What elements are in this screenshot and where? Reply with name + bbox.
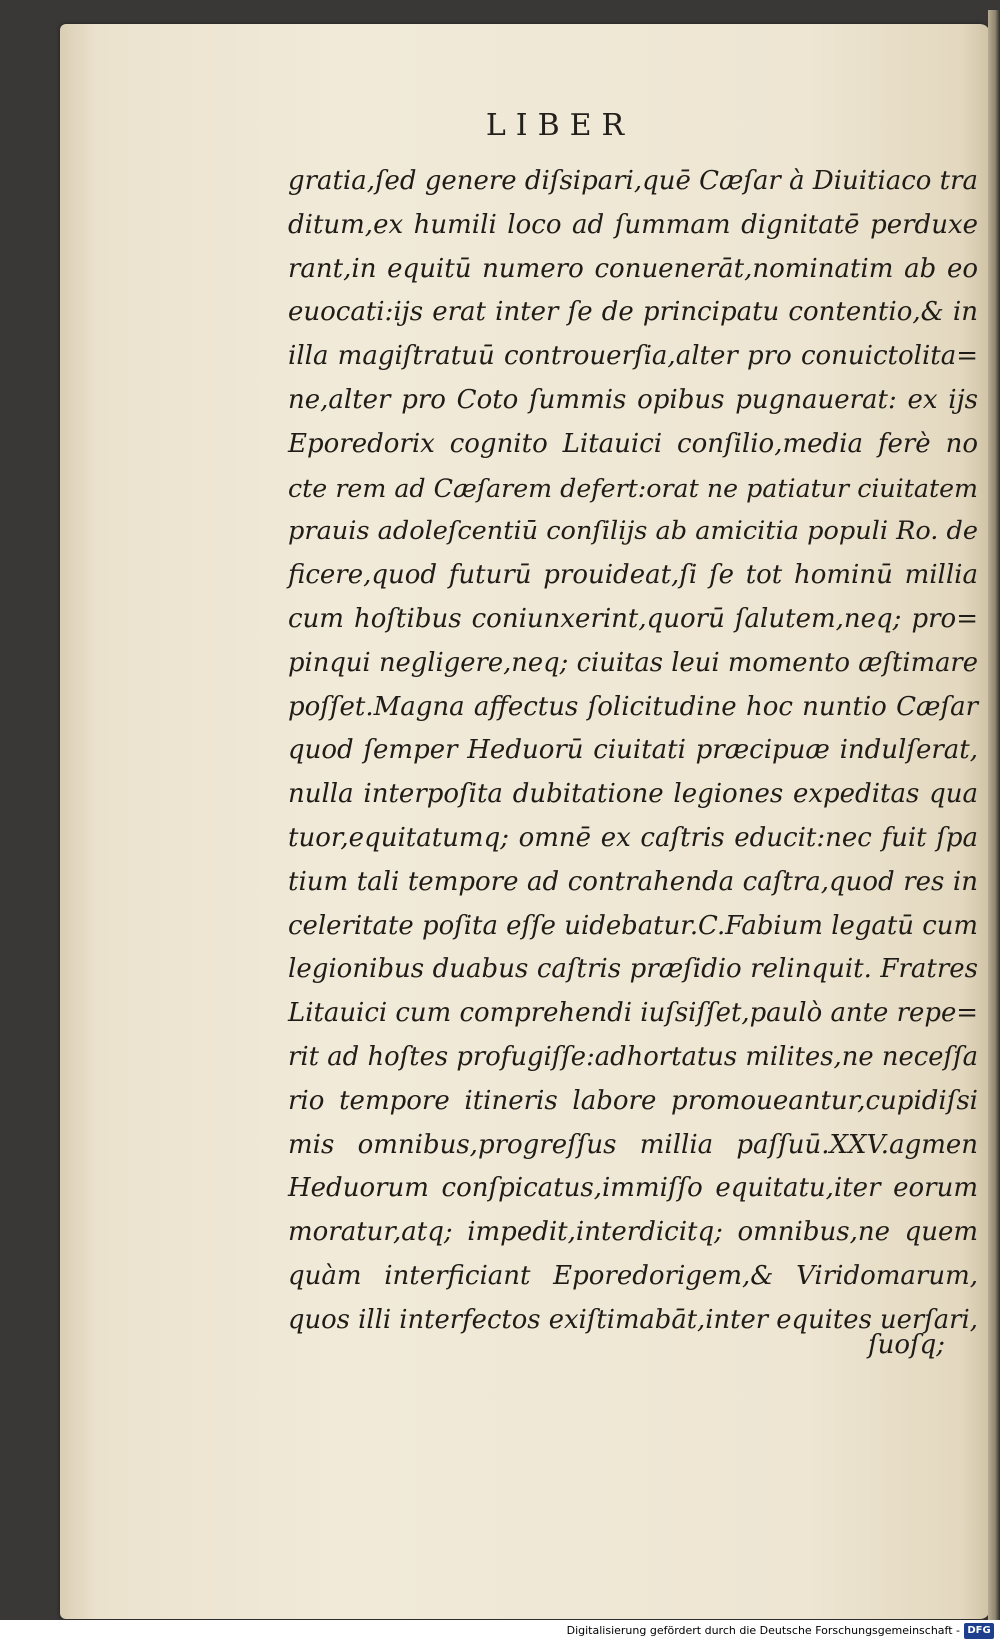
catchword: ſuoſq;	[868, 1330, 946, 1360]
text-line: prauis adoleſcentiū conſilijs ab amicitia populi Ro. de	[288, 516, 978, 547]
text-line: rant,in equitū numero conuenerāt,nominatim ab eo	[288, 253, 978, 284]
text-line: Litauici cum comprehendi iuſsiſſet,paulò ante repe=	[288, 998, 978, 1029]
text-line: tuor,equitatumq; omnē ex caſtris educit:nec fuit ſpa	[288, 822, 978, 853]
text-line: quos illi interfectos exiſtimabāt,inter equites uerſari,	[288, 1304, 978, 1335]
text-line: ficere,quod futurū prouideat,ſi ſe tot hominū millia	[288, 560, 978, 591]
text-line: tium tali tempore ad contrahenda caſtra,quod res in	[288, 866, 978, 897]
text-line: rio tempore itineris labore promoueantur,cupidiſsi	[288, 1085, 978, 1116]
text-line: nulla interpoſita dubitatione legiones expeditas qua	[288, 779, 978, 810]
running-header: LIBER	[485, 108, 635, 143]
text-line: mis omnibus,progreſſus millia paſſuū.XXV.agmen	[288, 1129, 978, 1160]
text-line: gratia,ſed genere diſsipari,quē Cæſar à Diuitiaco tra	[288, 166, 978, 196]
text-line: ditum,ex humili loco ad ſummam dignitatē perduxe	[288, 209, 978, 240]
book-edge	[988, 10, 1000, 1620]
text-line: rit ad hoſtes profugiſſe:adhortatus milites,ne neceſſa	[288, 1041, 978, 1072]
footer-bar	[0, 1620, 1000, 1645]
text-line: illa magiſtratuū controuerſia,alter pro conuictolita=	[288, 341, 978, 372]
text-line: ne,alter pro Coto ſummis opibus pugnauerat: ex ijs	[288, 384, 978, 415]
dfg-logo: DFG	[964, 1623, 994, 1639]
text-line: cte rem ad Cæſarem defert:orat ne patiatur ciuitatem	[288, 473, 978, 503]
text-line: quod ſemper Heduorū ciuitati præcipuæ indulſerat,	[288, 735, 978, 766]
funding-credit: Digitalisierung gefördert durch die Deutsche Forschungsgemeinschaft -	[566, 1624, 960, 1637]
text-line: celeritate poſita eſſe uidebatur.C.Fabium legatū cum	[288, 910, 978, 941]
text-line: Eporedorix cognito Litauici conſilio,media ferè no	[288, 428, 978, 459]
text-line: Heduorum conſpicatus,immiſſo equitatu,iter eorum	[288, 1173, 978, 1204]
text-line: quàm interficiant Eporedorigem,& Viridomarum,	[288, 1260, 978, 1291]
text-line: pinqui negligere,neq; ciuitas leui momento æſtimare	[288, 647, 978, 678]
text-line: euocati:ijs erat inter ſe de principatu contentio,& in	[288, 297, 978, 328]
text-line: poſſet.Magna affectus ſolicitudine hoc nuntio Cæſar	[288, 691, 978, 722]
body-text	[288, 160, 978, 1343]
text-line: legionibus duabus caſtris præſidio relinquit. Fratres	[288, 954, 978, 985]
text-line: cum hoſtibus coniunxerint,quorū ſalutem,neq; pro=	[288, 603, 978, 634]
text-line: moratur,atq; impedit,interdicitq; omnibus,ne quem	[288, 1217, 978, 1248]
